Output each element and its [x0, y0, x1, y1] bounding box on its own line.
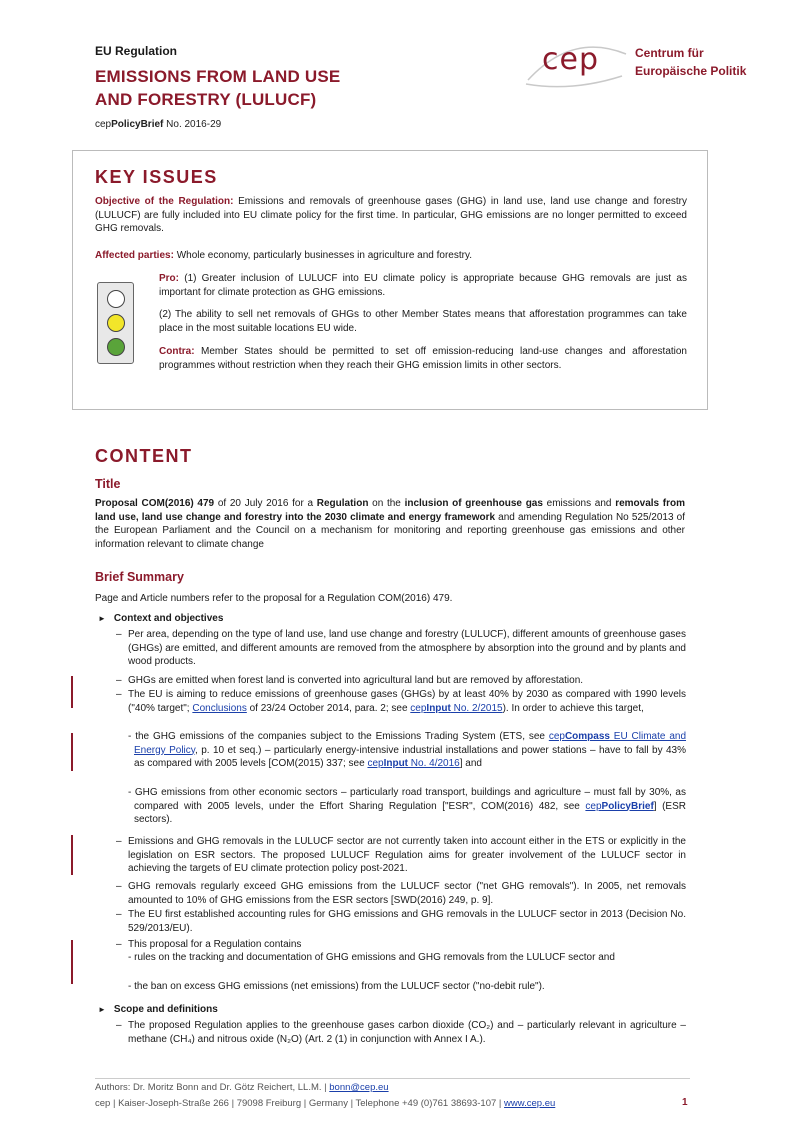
link-prefix: cep — [548, 731, 565, 742]
brief-prefix: cep — [95, 119, 112, 130]
list-item — [116, 688, 686, 715]
list-item — [116, 835, 686, 876]
content-heading: CONTENT — [95, 446, 193, 466]
footer-rule — [95, 1078, 690, 1079]
footer-address — [95, 1098, 555, 1109]
dash-bullet: – — [116, 836, 122, 847]
list-item-text: Emissions and GHG removals in the LULUCF sector are not currently taken into account either in the ETS or explicitly in the legislation on ESR sectors. The proposed LULUCF Regulation aims for greater involvement of the LULUCF sector in achieving the targets of EU climate protection policy post-2021. — [128, 836, 686, 874]
margin-change-bar — [71, 940, 73, 984]
list-subitem — [128, 951, 686, 965]
item3-text-b: of 23/24 October 2014, para. 2; see — [246, 702, 411, 714]
sub1-text-a: - the GHG emissions of the companies subject to the Emissions Trading System (ETS, see — [128, 731, 549, 742]
link-bold: PolicyBrief — [601, 800, 654, 812]
traffic-light-icon — [97, 282, 134, 364]
list-item — [116, 938, 686, 952]
margin-change-bar — [71, 733, 73, 771]
list-item — [116, 628, 686, 669]
email-link[interactable]: bonn@cep.eu — [329, 1082, 389, 1093]
margin-change-bar — [71, 676, 73, 708]
contra-label: Contra: — [159, 346, 195, 357]
title-text-3: Regulation — [316, 498, 369, 509]
dash-bullet: – — [116, 881, 122, 892]
list-subitem — [128, 980, 686, 994]
page-number: 1 — [682, 1097, 688, 1108]
list-item-text: Per area, depending on the type of land use, land use change and forestry (LULUCF), different amounts of greenhouse gases (GHGs) are emitted, and different amounts are removed from the atmosphere by absorption into the ground and by plants and wood products. — [128, 629, 686, 667]
link-rest: No. 2/2015 — [450, 702, 503, 714]
triangle-bullet-icon: ► — [98, 614, 106, 623]
category-label: EU Regulation — [95, 44, 178, 58]
sub1-text-c: ] and — [459, 758, 482, 769]
traffic-light-white — [107, 290, 125, 308]
subitem-text: - the ban on excess GHG emissions (net emissions) from the LULUCF sector ("no-debit rule"). — [128, 981, 545, 992]
affected-paragraph — [95, 249, 687, 263]
key-issues-box — [72, 150, 708, 410]
title-line-2: AND FORESTRY (LULUCF) — [95, 90, 317, 109]
dash-bullet: – — [116, 629, 122, 640]
pro-paragraph-1 — [159, 272, 687, 299]
summary-intro: Page and Article numbers refer to the proposal for a Regulation COM(2016) 479. — [95, 593, 453, 604]
link-rest: No. 4/2016 — [408, 758, 460, 769]
title-text-4: on the — [368, 498, 405, 509]
list-item-text — [116, 688, 686, 715]
dash-bullet: – — [116, 1020, 122, 1031]
dash-bullet: – — [116, 909, 122, 920]
proposal-ref: Proposal COM(2016) 479 — [95, 498, 215, 509]
list-item — [116, 908, 686, 935]
link-rest: EU Climate and Energy Policy — [134, 731, 687, 756]
triangle-bullet-icon: ► — [98, 1005, 106, 1014]
cep-logo — [522, 40, 762, 90]
list-item-text: GHG removals regularly exceed GHG emissions from the LULUCF sector ("net GHG removals"). In 2005, net removals amounted to 10% of GHG emissions from the ESR sectors [SWD(2016) 249, p. 9]. — [128, 881, 686, 906]
pro-text-1: (1) Greater inclusion of LULUCF into EU climate policy is appropriate because GHG removals are just as important for climate protection as GHG emissions. — [159, 273, 687, 298]
list-item — [116, 1019, 686, 1046]
title-heading: Title — [95, 477, 121, 491]
section-context-heading — [98, 613, 223, 624]
sub2-text-b: ] (ESR sectors). — [134, 800, 686, 825]
org-name — [635, 44, 746, 80]
title-text-8: and amending Regulation No 525/2013 of the European Parliament and the Council on a mechanism for monitoring and reporting greenhouse gas emissions and other information relevant to climate change — [95, 511, 686, 550]
dash-bullet: – — [116, 689, 122, 700]
title-text-5: inclusion of greenhouse gas — [404, 498, 543, 509]
traffic-light-green — [107, 338, 125, 356]
document-title — [95, 65, 340, 111]
sub1-text-b: , p. 10 et seq.) – particularly energy-intensive industrial installations and power stations – have to fall by 43% as compared with 2005 levels [COM(2015) 337; see — [134, 744, 686, 769]
link-prefix: cep — [367, 758, 384, 769]
key-issues-heading: KEY ISSUES — [95, 167, 218, 187]
item3-text-a: The EU is aiming to reduce emissions of greenhouse gases (GHGs) by at least 40% by 2030 as compared with 1990 levels ("40% target"; — [128, 689, 686, 714]
list-item — [116, 880, 686, 907]
contra-text: Member States should be permitted to set off emission-reducing land-use changes and afforestation programmes without restriction when they reach their GHG emission limits in other sectors. — [159, 346, 687, 371]
cepinput-4-2016-link[interactable] — [367, 758, 459, 769]
objective-paragraph — [95, 195, 687, 236]
section-scope-heading — [98, 1004, 218, 1015]
authors-text: Authors: Dr. Moritz Bonn and Dr. Götz Reichert, LL.M. — [95, 1082, 322, 1093]
subitem-text — [128, 786, 686, 827]
pro-label: Pro: — [159, 273, 179, 284]
subitem-text — [128, 730, 686, 771]
margin-change-bar — [71, 835, 73, 875]
cepinput-2-2015-link[interactable] — [410, 703, 502, 714]
affected-label: Affected parties: — [95, 250, 174, 261]
traffic-light-yellow — [107, 314, 125, 332]
section-context-label: Context and objectives — [113, 613, 224, 624]
contra-paragraph — [159, 345, 687, 372]
title-paragraph — [95, 497, 685, 551]
link-bold: Input — [426, 702, 451, 714]
title-text-2: of 20 July 2016 for a — [214, 498, 317, 509]
title-line-1: EMISSIONS FROM LAND USE — [95, 67, 341, 86]
logo-wordmark: cep — [542, 42, 599, 77]
sub2-text-a: - GHG emissions from other economic sectors – particularly road transport, buildings and agriculture – must fall by 30%, as compared with 2005 levels, under the Effort Sharing Regulation ["ESR", COM(2016) 482, see — [128, 787, 686, 812]
list-item-text: The EU first established accounting rules for GHG emissions and GHG removals in the LULUCF sector in 2013 (Decision No. 529/2013/EU). — [128, 909, 686, 934]
ceppolicybrief-link[interactable] — [585, 801, 653, 812]
footer-authors: Authors: Dr. Moritz Bonn and Dr. Götz Reichert, LL.M. | bonn@cep.eu — [95, 1082, 389, 1093]
link-prefix: cep — [585, 800, 602, 812]
link-bold: Compass — [564, 731, 610, 742]
conclusions-link[interactable]: Conclusions — [192, 702, 247, 714]
list-item-text: GHGs are emitted when forest land is converted into agricultural land but are removed by afforestation. — [128, 675, 584, 686]
link-prefix: cep — [410, 702, 427, 714]
brief-number — [95, 119, 221, 130]
summary-heading: Brief Summary — [95, 570, 184, 584]
subitem-text: - rules on the tracking and documentation of GHG emissions and GHG removals from the LULUCF sector and — [128, 952, 615, 963]
item3-text-c: ). In order to achieve this target, — [502, 702, 644, 714]
list-subitem — [128, 786, 686, 827]
title-text-6: emissions and — [542, 498, 616, 509]
objective-text: Emissions and removals of greenhouse gases (GHG) in land use, land use change and forestry (LULUCF) are fully included into EU climate policy for the first time. In particular, GHG emissions are no longer permitted to exceed GHG removals. — [95, 196, 687, 234]
list-subitem — [128, 730, 686, 771]
org-name-line-2: Europäische Politik — [635, 64, 747, 78]
title-text-7: removals from land use, land use change and forestry into the 2030 climate and energy framework — [95, 498, 686, 523]
list-item-text: The proposed Regulation applies to the greenhouse gases carbon dioxide (CO₂) and – particularly relevant in agriculture – methane (CH₄) and nitrous oxide (N₂O) (Art. 2 (1) in conjunction with Annex I A.). — [128, 1020, 686, 1045]
dash-bullet: – — [116, 675, 122, 686]
link-bold: Input — [383, 758, 409, 769]
brief-no-value: No. 2016-29 — [166, 119, 222, 130]
affected-text: Whole economy, particularly businesses in agriculture and forestry. — [176, 250, 473, 261]
section-scope-label: Scope and definitions — [113, 1004, 218, 1015]
brief-type: PolicyBrief — [111, 119, 164, 130]
website-link[interactable]: www.cep.eu — [504, 1098, 556, 1109]
dash-bullet: – — [116, 939, 122, 950]
pro-paragraph-2: (2) The ability to sell net removals of GHGs to other Member States means that afforestation programmes can take place in the most suitable locations EU wide. — [159, 309, 687, 334]
org-name-line-1: Centrum für — [635, 46, 704, 60]
list-item — [116, 674, 686, 688]
address-text: cep | Kaiser-Joseph-Straße 266 | 79098 Freiburg | Germany | Telephone +49 (0)761 38693-107 | — [95, 1098, 505, 1109]
list-item-text: This proposal for a Regulation contains — [128, 939, 302, 950]
objective-label: Objective of the Regulation: — [95, 196, 234, 207]
